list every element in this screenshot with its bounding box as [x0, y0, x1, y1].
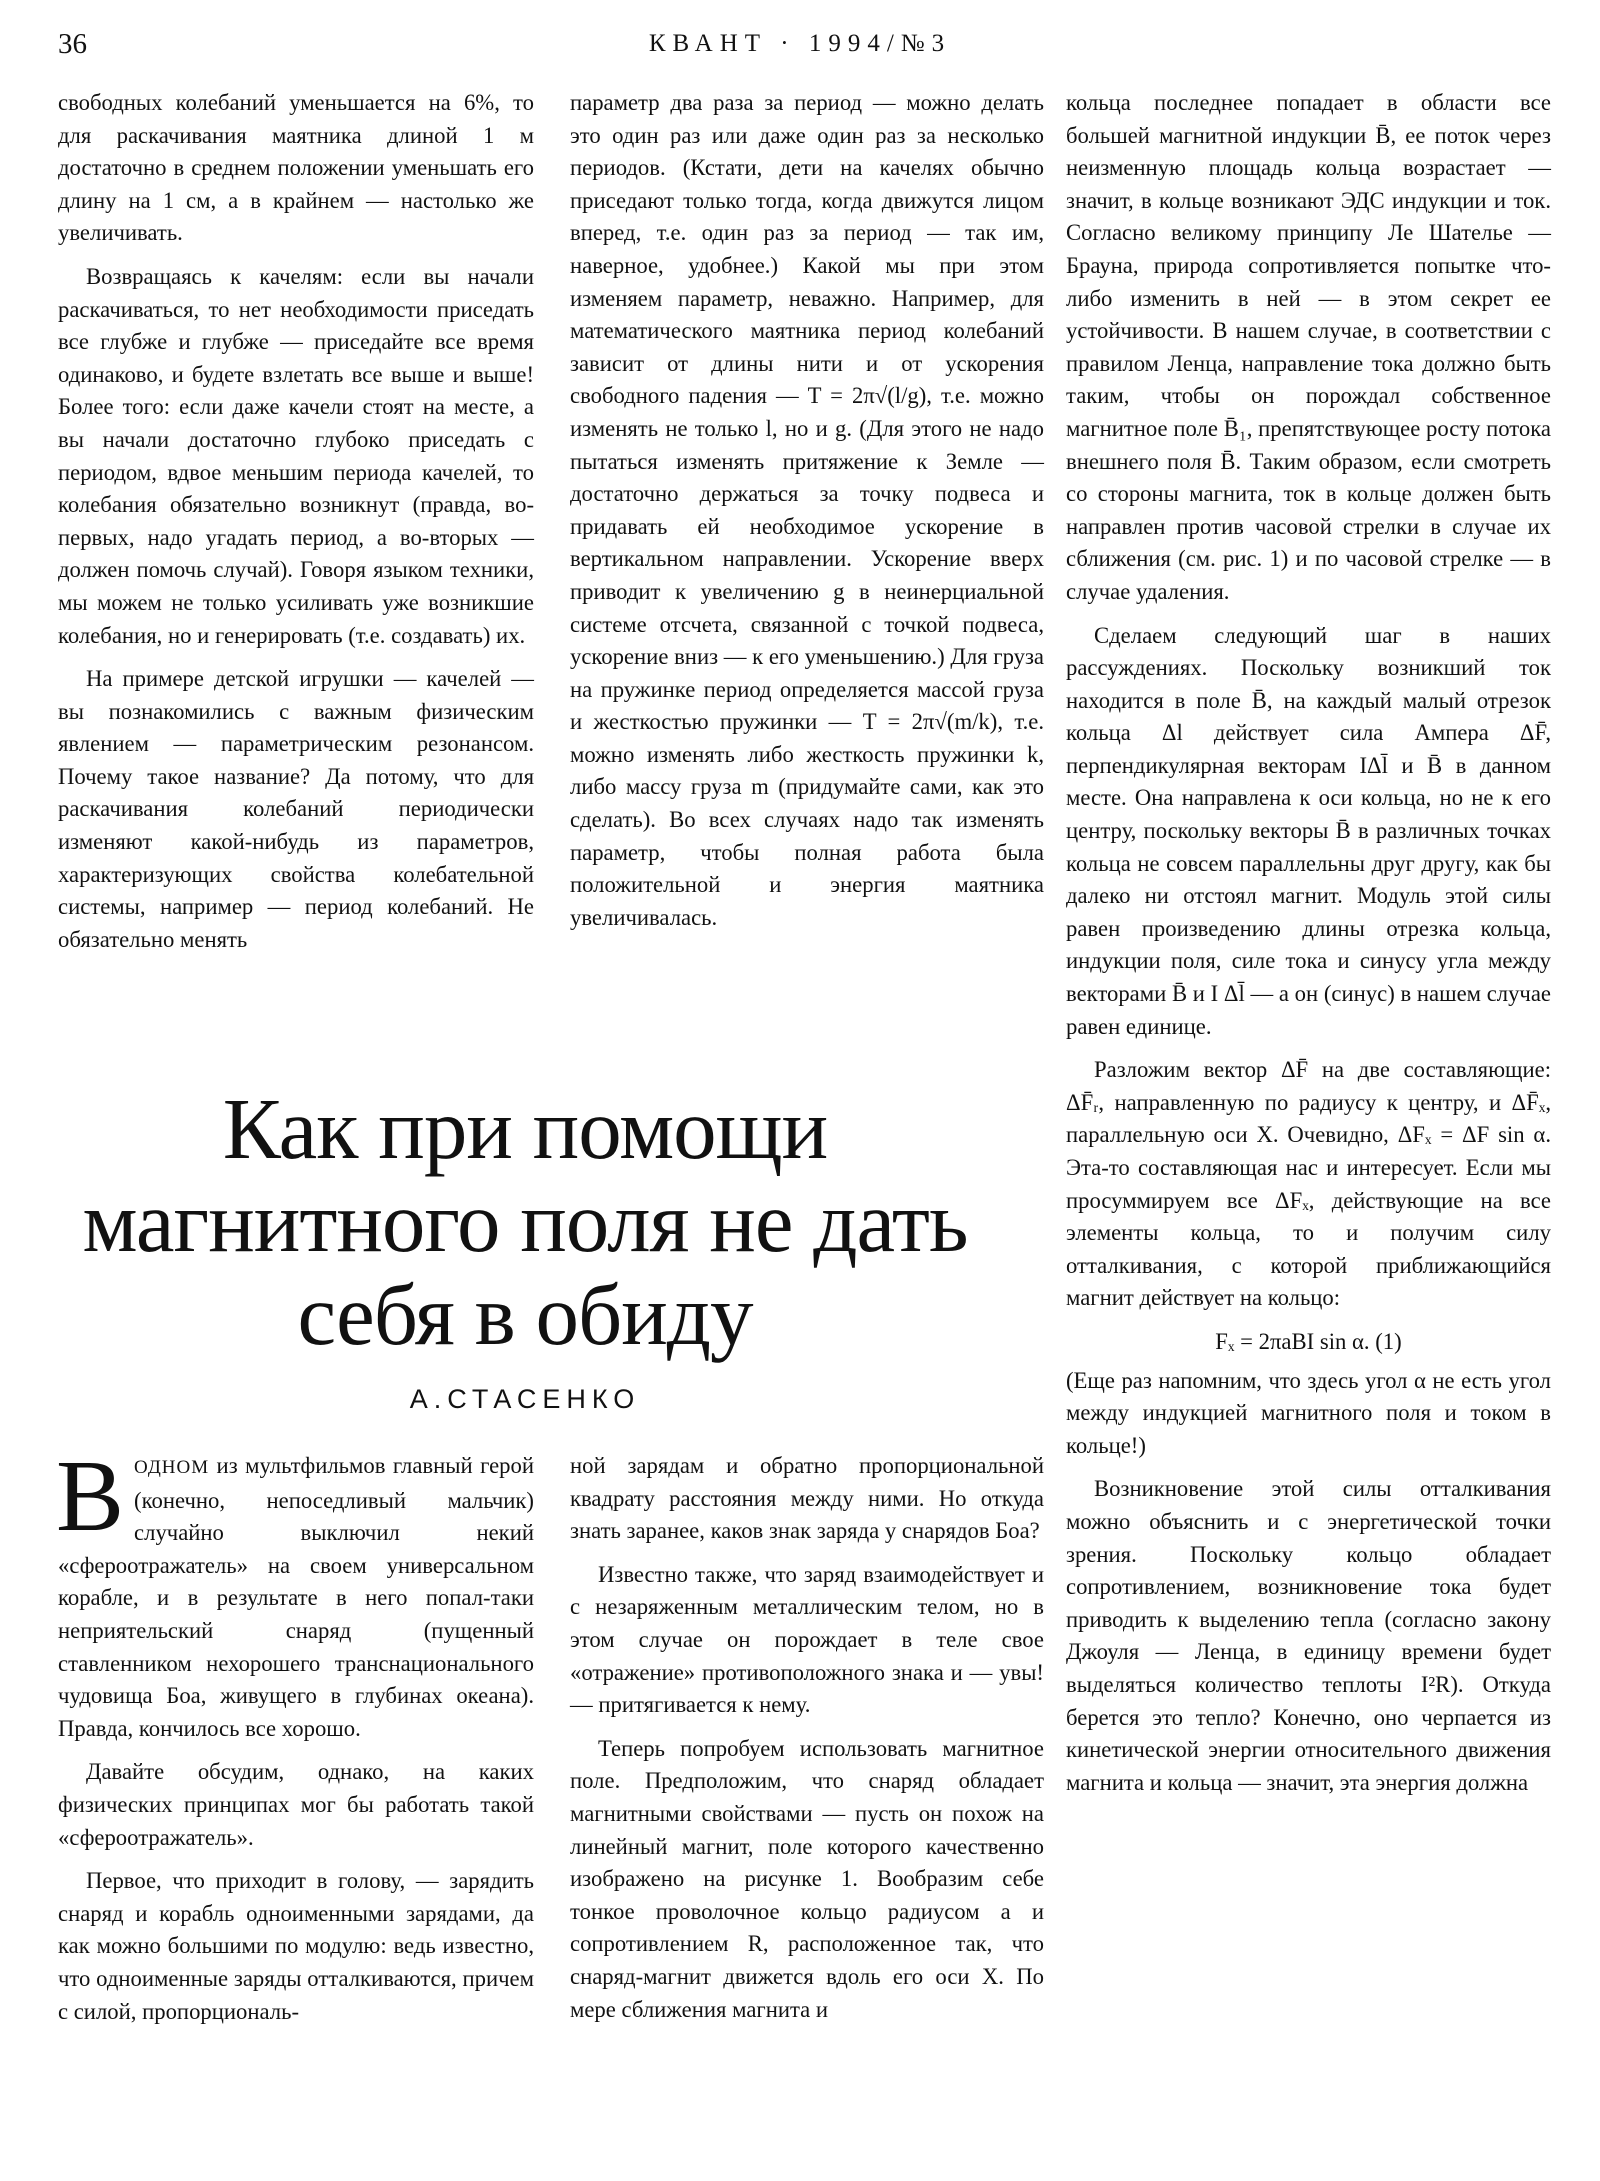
top-column-1: [58, 87, 534, 967]
lead-text: из мультфильмов главный герой (конечно, непоседливый мальчик) случайно выключил некий «сфероотражатель» на своем универсальном корабле, и в результате в него попал-таки неприятельский снаряд (пущенный ставленником нехорошего транснационального чудовища Боа, живущего в глубинах океана). Правда, кончилось все хорошо.: [58, 1453, 534, 1741]
article-title: Как при помощи магнитного поля не дать себя в обиду: [82, 1080, 968, 1363]
paragraph: Известно также, что заряд взаимодействует и с незаряженным металлическим телом, но в этом случае он порождает в теле свое «отражение» противоположного знака и — увы! — притягивается к нему.: [570, 1561, 1044, 1718]
paragraph: ной зарядам и обратно пропорциональной квадрату расстояния между ними. Но откуда знать заранее, каков знак заряда у снарядов Боа?: [570, 1453, 1044, 1544]
lead-paragraph: [56, 1440, 534, 1745]
paragraph: Давайте обсудим, однако, на каких физических принципах мог бы работать такой «сфероотражатель».: [58, 1759, 534, 1850]
page-number: 36: [58, 28, 87, 60]
article-column-1: [56, 1440, 534, 2039]
paragraph: Первое, что приходит в голову, — зарядить снаряд и корабль одноименными зарядами, да как можно большими по модулю: ведь известно, что одноименные заряды отталкиваются, причем с силой, пропорциональ-: [58, 1868, 534, 2024]
article-author: А.СТАСЕНКО: [409, 1384, 641, 1414]
paragraph: Теперь попробуем использовать магнитное поле. Предположим, что снаряд обладает магнитными свойствами — пусть он похож на линейный магнит, поле которого качественно изображено на рисунке 1. Вообразим себе тонкое проволочное кольцо радиусом a и сопротивлением R, расположенное так, что снаряд-магнит движется вдоль его оси X. По мере сближения магнита и: [570, 1735, 1044, 2022]
article-column-2: [570, 1450, 1044, 2037]
drop-cap: В: [56, 1440, 125, 1553]
paragraph: кольца последнее попадает в области все большей магнитной индукции B̄, ее поток через неизменную площадь кольца возрастает — значит, в кольце возникают ЭДС индукции и ток. Согласно великому принципу Ле Шателье — Брауна, природа сопротивляется попытке что-либо изменить в ней — в этом секрет ее устойчивости. В нашем случае, в соответствии с правилом Ленца, направление тока должно быть таким, чтобы он порождал собственное магнитное поле B̄₁, препятствующее росту потока внешнего поля B̄. Таким образом, если смотреть со стороны магнита, ток в кольце должен быть направлен против часовой стрелки в случае их сближения (см. рис. 1) и по часовой стрелке — в случае удаления.: [1066, 90, 1551, 604]
paragraph: Сделаем следующий шаг в наших рассуждениях. Поскольку возникший ток находится в поле B̄, на каждый малый отрезок кольца Δl действует сила Ампера ΔF̄, перпендикулярная векторам IΔl̄ и B̄ в данном месте. Она направлена к оси кольца, но не к его центру, поскольку векторы B̄ в различных точках кольца не совсем параллельны друг другу, как бы далеко ни отстоял магнит. Модуль этой силы равен произведению длины отрезка кольца, индукции поля, силе тока и синусу угла между векторами B̄ и I Δl̄ — а он (синус) в нашем случае равен единице.: [1066, 622, 1551, 1039]
paragraph: Возвращаясь к качелям: если вы начали раскачиваться, то нет необходимости приседать все глубже и глубже — приседайте все время одинаково, и будете взлетать все выше и выше! Более того: если даже качели стоят на месте, а вы начали достаточно глубоко приседать с периодом, вдвое меньшим периода качелей, то колебания обязательно возникнут (правда, во-первых, надо угадать период, а во-вторых — должен помочь случай). Говоря языком техники, мы можем не только усиливать уже возникшие колебания, но и генерировать (т.е. создавать) их.: [58, 263, 534, 648]
paragraph: На примере детской игрушки — качелей — вы познакомились с важным физическим явлением — параметрическим резонансом. Почему такое название? Да потому, что для раскачивания колебаний периодически изменяют какой-нибудь из параметров, характеризующих свойства колебательной системы, например — период колебаний. Не обязательно менять: [58, 666, 534, 952]
right-column: [1066, 87, 1551, 1810]
running-head: КВАНТ · 1994/№3: [648, 30, 952, 57]
paragraph: свободных колебаний уменьшается на 6%, то для раскачивания маятника длиной 1 м достаточно в среднем положении уменьшать его длину на 1 см, а в крайнем — настолько же увеличивать.: [58, 90, 534, 246]
paragraph: Возникновение этой силы отталкивания можно объяснить и с энергетической точки зрения. Поскольку кольцо обладает сопротивлением, возникновение тока будет приводить к выделению тепла (согласно закону Джоуля — Ленца, в единицу времени будет выделяться количество теплоты I²R). Откуда берется это тепло? Конечно, оно черпается из кинетической энергии относительного движения магнита и кольца — значит, эта энергия должна: [1066, 1476, 1551, 1795]
paragraph: (Еще раз напомним, что здесь угол α не есть угол между индукцией магнитного поля и током в кольце!): [1066, 1367, 1551, 1458]
paragraph: Разложим вектор ΔF̄ на две составляющие: ΔF̄ᵣ, направленную по радиусу к центру, и ΔF̄ₓ, параллельную оси X. Очевидно, ΔFₓ = ΔF sin α. Эта-то составляющая нас и интересует. Если мы просуммируем все ΔFₓ, действующие на все элементы кольца, то и получим силу отталкивания, с которой приближающийся магнит действует на кольцо:: [1066, 1057, 1551, 1311]
lead-word: ОДНОМ: [134, 1457, 210, 1478]
paragraph: параметр два раза за период — можно делать это один раз или даже один раз за несколько периодов. (Кстати, дети на качелях обычно приседают только тогда, когда движутся лицом вперед, т.е. один раз за период — так им, наверное, удобнее.) Какой мы при этом изменяем параметр, неважно. Например, для математического маятника период колебаний зависит от длины нити и от ускорения свободного падения — T = 2π√(l/g), т.е. можно изменять не только l, но и g. (Для этого не надо пытаться изменять притяжение к Земле — достаточно держаться за точку подвеса и придавать ей необходимое ускорение в вертикальном направлении. Ускорение вверх приводит к увеличению g в неинерциальной системе отсчета, связанной с точкой подвеса, ускорение вниз — к его уменьшению.) Для груза на пружинке период определяется массой груза и жесткостью пружинки — T = 2π√(m/k), т.е. можно изменять либо жесткость пружинки k, либо массу груза m (придумайте сами, как это сделать). Во всех случаях надо так изменять параметр, чтобы полная работа была положительной и энергия маятника увеличивалась.: [570, 90, 1044, 930]
formula-1: Fₓ = 2πaBI sin α. (1): [1215, 1328, 1402, 1354]
top-column-2: [570, 87, 1044, 945]
